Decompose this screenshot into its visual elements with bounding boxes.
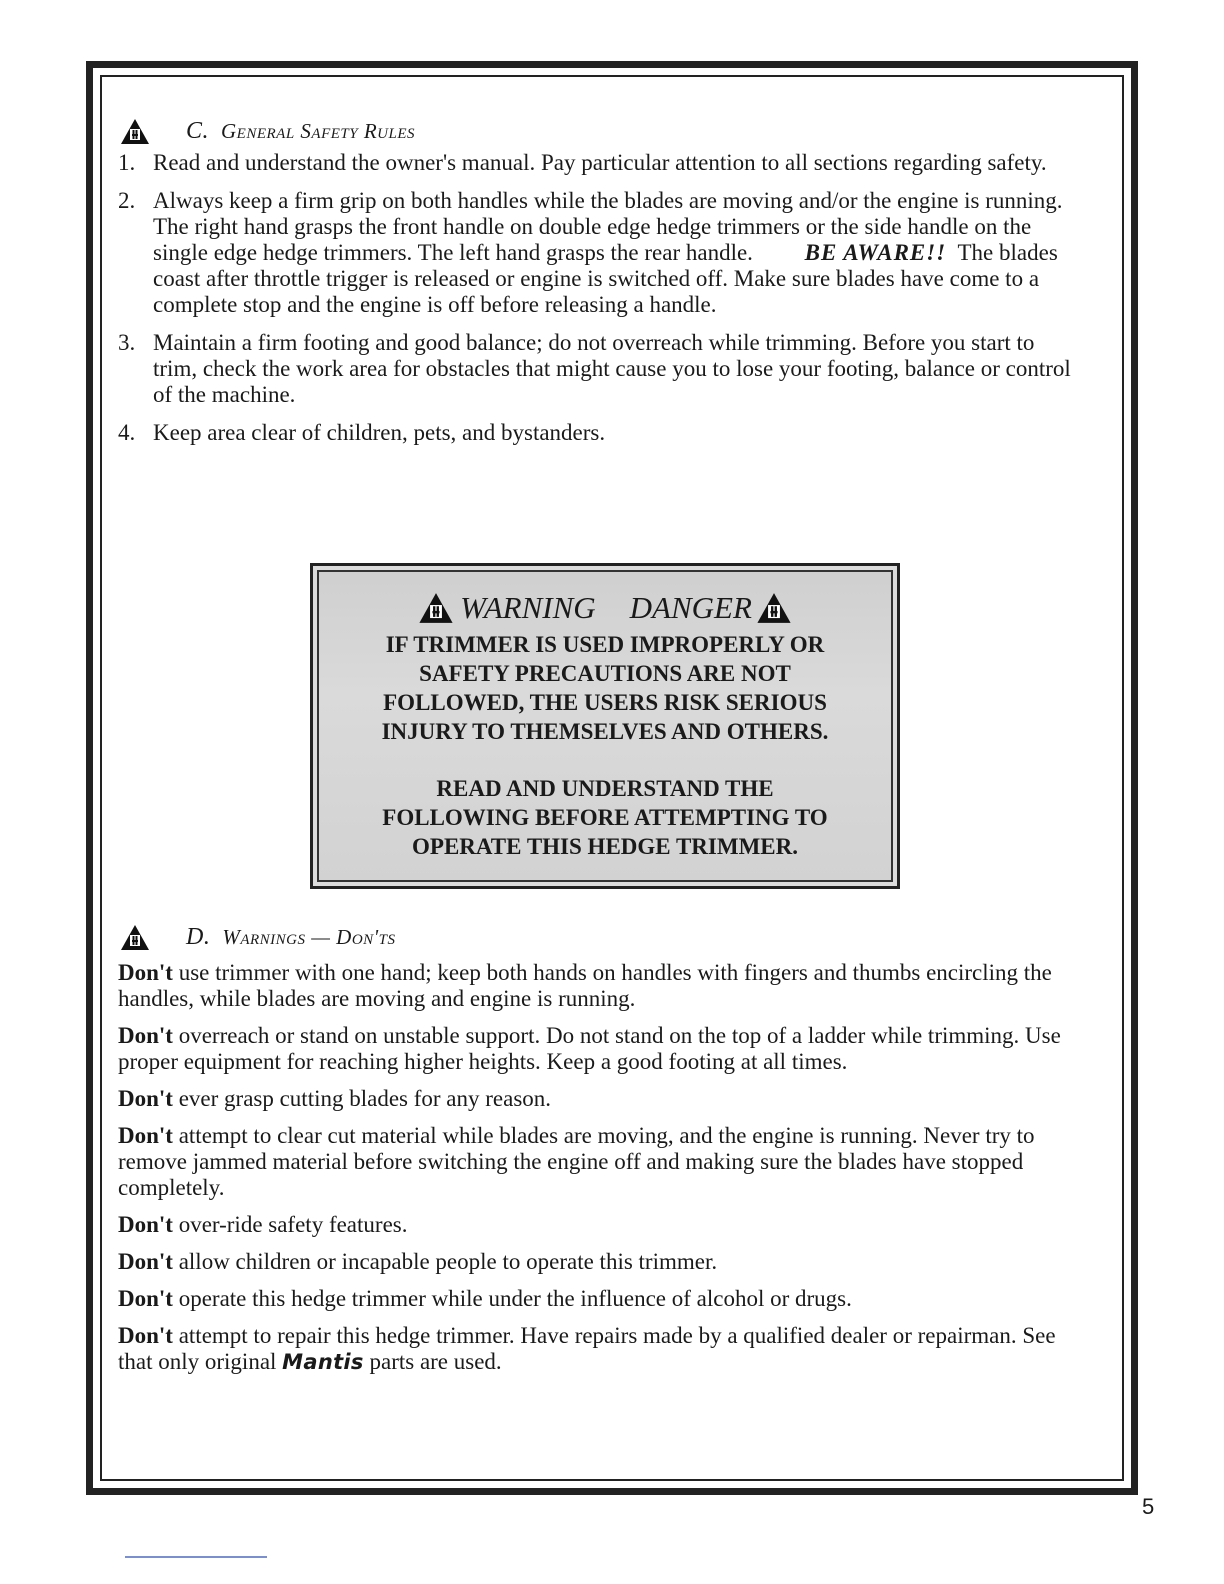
- be-aware-emphasis: BE AWARE!!: [804, 240, 947, 265]
- section-d-title: Warnings — Don'ts: [222, 925, 396, 949]
- list-item: 4. Keep area clear of children, pets, and bystanders.: [118, 420, 606, 445]
- section-c-heading: [120, 118, 415, 145]
- list-item: 1. Read and understand the owner's manual. Pay particular attention to all sections regarding safety.: [118, 150, 1047, 175]
- list-item: Don't attempt to repair this hedge trimmer. Have repairs made by a qualified dealer or repairman. See that only original Mantis parts are used.: [118, 1323, 1056, 1374]
- warning-text-block-1: IF TRIMMER IS USED IMPROPERLY OR SAFETY PRECAUTIONS ARE NOT FOLLOWED, THE USERS RISK SERIOUS INJURY TO THEMSELVES AND OTHERS.: [381, 632, 829, 744]
- warnings-donts-list: [118, 960, 1088, 1386]
- warning-text-block-2: READ AND UNDERSTAND THE FOLLOWING BEFORE ATTEMPTING TO OPERATE THIS HEDGE TRIMMER.: [382, 776, 828, 859]
- list-item: Don't overreach or stand on unstable support. Do not stand on the top of a ladder while trimming. Use proper equipment for reaching higher heights. Keep a good footing at all times.: [118, 1023, 1061, 1074]
- page-number: 5: [1142, 1494, 1155, 1519]
- warning-label: WARNING: [460, 590, 596, 625]
- section-d-heading: [120, 924, 396, 951]
- list-item: 2. Always keep a firm grip on both handles while the blades are moving and/or the engine is running. The right hand grasps the front handle on double edge hedge trimmers or the side handle on the single edge hedge trimmers. The left hand grasps the rear handle. BE AWARE!! The blades coast after throttle trigger is released or engine is switched off. Make sure blades have come to a complete stop and the engine is off before releasing a handle.: [118, 188, 1063, 317]
- section-c-letter: C.: [186, 118, 210, 144]
- warning-triangle-icon: [418, 592, 454, 624]
- list-item: Don't allow children or incapable people to operate this trimmer.: [118, 1249, 718, 1274]
- general-safety-rules-list: [118, 150, 1078, 458]
- footer-line: [125, 1556, 267, 1558]
- warning-triangle-icon: [120, 118, 150, 145]
- warning-danger-box: [310, 563, 900, 889]
- list-item: Don't operate this hedge trimmer while under the influence of alcohol or drugs.: [118, 1286, 852, 1311]
- section-d-letter: D.: [186, 924, 211, 950]
- list-item: Don't ever grasp cutting blades for any reason.: [118, 1086, 552, 1111]
- list-item: Don't use trimmer with one hand; keep both hands on handles with fingers and thumbs encircling the handles, while blades are moving and engine is running.: [118, 960, 1052, 1011]
- warning-box-title: [313, 590, 897, 626]
- danger-label: DANGER: [629, 590, 752, 625]
- warning-triangle-icon: [120, 924, 150, 951]
- list-item: Don't over-ride safety features.: [118, 1212, 408, 1237]
- section-c-title: General Safety Rules: [221, 119, 416, 143]
- warning-triangle-icon: [756, 592, 792, 624]
- mantis-brand-logo: Mantis: [282, 1350, 364, 1374]
- list-item: 3. Maintain a firm footing and good balance; do not overreach while trimming. Before you start to trim, check the work area for obstacles that might cause you to lose your footing, balance or control of the machine.: [118, 330, 1071, 407]
- list-item: Don't attempt to clear cut material while blades are moving, and the engine is running. Never try to remove jammed material before switching the engine off and making sure the blades have stopped completely.: [118, 1123, 1035, 1200]
